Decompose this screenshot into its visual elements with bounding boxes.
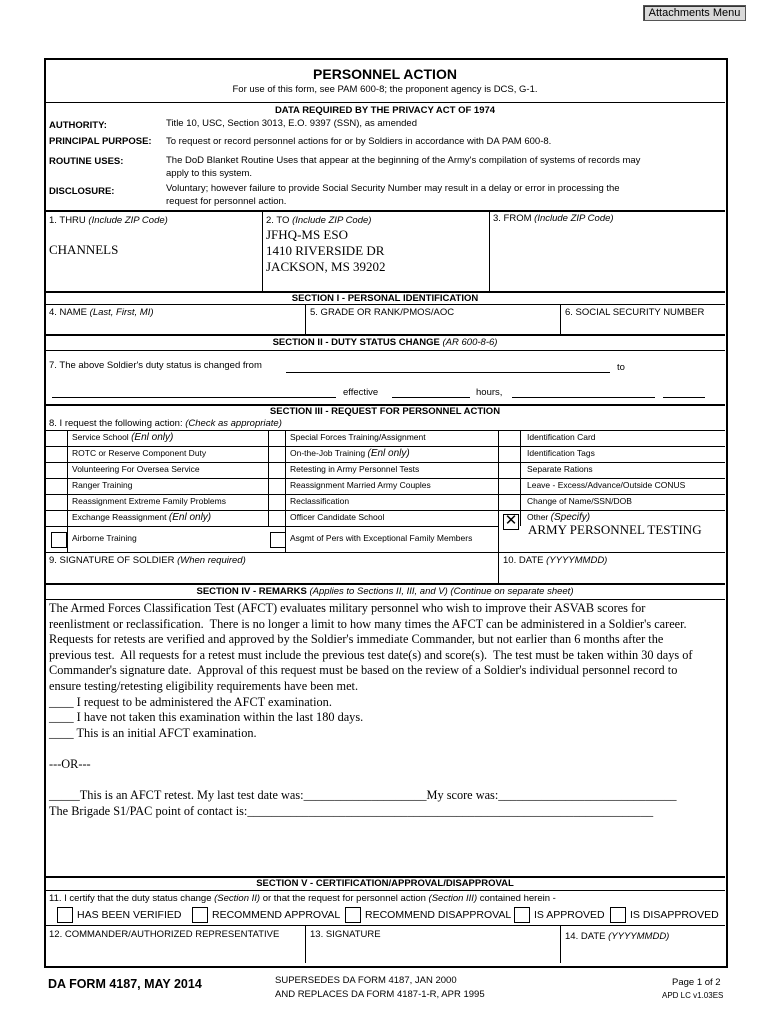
certification-option-label: RECOMMEND DISAPPROVAL	[365, 909, 512, 921]
remarks-line: previous test. All requests for a retest must include the previous test date(s) and score(s). The test must be taken within 30 days of	[49, 647, 693, 662]
certification-checkbox-1[interactable]	[192, 907, 208, 923]
checkbox-col3-3[interactable]	[499, 479, 519, 494]
checkbox-airborne-training[interactable]	[51, 532, 67, 548]
action-option-col2-3	[290, 480, 431, 490]
duty-to-line[interactable]	[52, 397, 336, 398]
item8-hint: (Check as appropriate)	[185, 418, 282, 429]
action-option-label: ROTC or Reserve Component Duty	[72, 448, 207, 458]
soldier-date-label	[503, 555, 607, 566]
action-option-col3-2	[527, 464, 593, 474]
section1-heading: SECTION I - PERSONAL IDENTIFICATION	[291, 293, 479, 304]
action-option-col2-0	[290, 432, 426, 442]
checkbox-col3-0[interactable]	[499, 431, 519, 446]
checkbox-col1-4[interactable]	[46, 495, 66, 510]
section3-heading: SECTION III - REQUEST FOR PERSONNEL ACTION	[269, 406, 501, 417]
effective-date-line[interactable]	[392, 397, 470, 398]
action-option-col2-2	[290, 464, 419, 474]
privacy-heading: DATA REQUIRED BY THE PRIVACY ACT OF 1974	[274, 105, 496, 116]
section4-heading	[44, 586, 726, 597]
checkbox-col2-1[interactable]	[269, 447, 284, 462]
checkbox-col2-4[interactable]	[269, 495, 284, 510]
remarks-line: The Armed Forces Classification Test (AFCT) evaluates military personnel who wish to improve their ASVAB scores for	[49, 601, 646, 615]
section5-heading: SECTION V - CERTIFICATION/APPROVAL/DISAPPROVAL	[256, 878, 514, 889]
thru-hint: (Include ZIP Code)	[88, 215, 168, 226]
soldier-signature-hint: (When required)	[177, 555, 246, 566]
action-option-col3-3	[527, 480, 685, 490]
action-option-label: Change of Name/SSN/DOB	[527, 496, 632, 506]
certification-option-label: IS DISAPPROVED	[630, 909, 719, 921]
thru-label	[49, 215, 168, 226]
action-option-label: Ranger Training	[72, 480, 133, 490]
action-option-label: Reassignment Married Army Couples	[290, 480, 431, 490]
attachments-menu-button[interactable]: Attachments Menu	[643, 5, 746, 21]
action-option-label: Exchange Reassignment	[72, 512, 167, 522]
section2-heading-ref: (AR 600-8-6)	[442, 337, 498, 348]
action-option-hint: (Specify)	[550, 512, 591, 523]
action-option-label: Identification Card	[527, 432, 596, 442]
action-option-label: Asgmt of Pers with Exceptional Family Members	[290, 533, 473, 543]
checkbox-col3-1[interactable]	[499, 447, 519, 462]
action-option-col3-4	[527, 496, 632, 506]
routine-text-2: apply to this system.	[166, 168, 253, 179]
certification-option-label: HAS BEEN VERIFIED	[77, 909, 182, 921]
supersedes-line-1: SUPERSEDES DA FORM 4187, JAN 2000	[275, 975, 457, 986]
action-option-label: Special Forces Training/Assignment	[290, 432, 426, 442]
thru-label-text: 1. THRU	[49, 215, 86, 226]
action-option-col3-1	[527, 448, 595, 458]
item11-part-c: or that the request for personnel action	[262, 893, 426, 904]
commander-date-label-text: 14. DATE	[565, 931, 606, 942]
item11-part-b: (Section II)	[214, 893, 261, 904]
to-line-1: JFHQ-MS ESO	[266, 227, 348, 242]
commander-date-label	[565, 931, 669, 942]
action-option-col2-4	[290, 496, 349, 506]
to-label	[266, 215, 371, 226]
checkbox-col1-1[interactable]	[46, 447, 66, 462]
to-label-text: 2. TO	[266, 215, 290, 226]
action-option-col3-0	[527, 432, 596, 442]
action-option-col1-0	[72, 432, 173, 443]
name-label	[49, 307, 154, 318]
remarks-line: ____ I have not taken this examination within the last 180 days.	[49, 710, 364, 725]
item11-part-a: 11. I certify that the duty status change	[49, 893, 212, 904]
thru-field[interactable]: CHANNELS	[49, 242, 119, 257]
remarks-line	[49, 741, 721, 757]
action-option-col1-6	[72, 533, 137, 543]
effective-word: effective	[343, 387, 379, 398]
action-option-label: Reclassification	[290, 496, 350, 506]
soldier-signature-label	[49, 555, 246, 566]
checkmark-x-icon: ✕	[504, 512, 518, 529]
form-id: DA FORM 4187, MAY 2014	[48, 977, 202, 991]
action-option-col2-5	[290, 512, 384, 522]
action-option-col1-3	[72, 480, 132, 490]
certification-option-label: IS APPROVED	[534, 909, 605, 921]
item8-text	[49, 418, 282, 429]
action-option-label: Separate Rations	[527, 464, 593, 474]
action-option-col1-5	[72, 512, 211, 523]
from-label-text: 3. FROM	[493, 213, 532, 224]
disclosure-text-2: request for personnel action.	[166, 196, 287, 207]
remarks-line: _____This is an AFCT retest. My last test date was:____________________My score was:_____________________________	[49, 788, 677, 803]
certification-checkbox-0[interactable]	[57, 907, 73, 923]
soldier-date-hint: (YYYYMMDD)	[546, 555, 608, 566]
disclosure-text-1: Voluntary; however failure to provide Social Security Number may result in a delay or error in processing the	[166, 183, 620, 194]
remarks-line: ____ I request to be administered the AFCT examination.	[49, 694, 332, 709]
checkbox-exceptional-family[interactable]	[270, 532, 286, 548]
checkbox-col2-0[interactable]	[269, 431, 284, 446]
soldier-signature-label-text: 9. SIGNATURE OF SOLDIER	[49, 555, 175, 566]
page-number: Page 1 of 2	[672, 977, 721, 988]
to-hint: (Include ZIP Code)	[292, 215, 372, 226]
remarks-line: reenlistment or reclassification. There is no longer a limit to how many times the AFCT can be administered in a Soldier's career.	[49, 616, 687, 631]
grade-label: 5. GRADE OR RANK/PMOS/AOC	[310, 307, 455, 318]
action-option-col1-1	[72, 448, 206, 458]
checkbox-col1-3[interactable]	[46, 479, 66, 494]
item11-part-e: contained herein -	[479, 893, 556, 904]
checkbox-col2-3[interactable]	[269, 479, 284, 494]
action-option-hint: (Enl only)	[367, 448, 410, 459]
version: APD LC v1.03ES	[662, 991, 724, 1000]
authority-text: Title 10, USC, Section 3013, E.O. 9397 (SSN), as amended	[166, 118, 417, 129]
section2-heading-text: SECTION II - DUTY STATUS CHANGE	[272, 337, 440, 348]
action-option-col2-6	[290, 533, 472, 543]
from-hint: (Include ZIP Code)	[534, 213, 614, 224]
action-option-col2-1	[290, 448, 410, 459]
commander-signature-label: 13. SIGNATURE	[310, 929, 381, 940]
remarks-line: ____ This is an initial AFCT examination.	[49, 725, 257, 740]
commander-date-hint: (YYYYMMDD)	[608, 931, 670, 942]
remarks-line: ensure testing/retesting eligibility requirements have been met.	[49, 678, 359, 693]
remarks-line: The Brigade S1/PAC point of contact is:__________________________________________________________________	[49, 803, 654, 818]
action-option-col1-2	[72, 464, 200, 474]
action-option-label: Reassignment Extreme Family Problems	[72, 496, 226, 506]
other-specify-value[interactable]: ARMY PERSONNEL TESTING	[528, 522, 702, 537]
checkbox-col1-2[interactable]	[46, 463, 66, 478]
certification-option-label: RECOMMEND APPROVAL	[212, 909, 341, 921]
routine-text-1: The DoD Blanket Routine Uses that appear at the beginning of the Army's compilation of systems of records may	[166, 155, 641, 166]
soldier-date-label-text: 10. DATE	[503, 555, 544, 566]
action-option-label: Retesting in Army Personnel Tests	[290, 464, 420, 474]
action-option-label: Officer Candidate School	[290, 512, 385, 522]
item11-part-d: (Section III)	[428, 893, 478, 904]
to-line-2: 1410 RIVERSIDE DR	[266, 243, 385, 258]
checkbox-col3-2[interactable]	[499, 463, 519, 478]
action-option-hint: (Enl only)	[131, 432, 174, 443]
extra-line[interactable]	[663, 397, 705, 398]
supersedes-line-2: AND REPLACES DA FORM 4187-1-R, APR 1995	[275, 989, 485, 1000]
section4-heading-note: (Applies to Sections II, III, and V) (Continue on separate sheet)	[309, 586, 574, 597]
from-label	[493, 213, 614, 224]
hours-word: hours,	[476, 387, 503, 398]
checkbox-col2-5[interactable]	[269, 511, 284, 526]
certification-checkbox-2[interactable]	[345, 907, 361, 923]
action-option-col1-4	[72, 496, 226, 506]
routine-label: ROUTINE USES:	[49, 156, 124, 167]
purpose-text: To request or record personnel actions for or by Soldiers in accordance with DA PAM 600-8.	[166, 136, 552, 147]
remarks-text[interactable]	[49, 601, 721, 819]
remarks-line: Requests for retests are verified and approved by the Soldier's immediate Commander, but not earlier than 6 months after the	[49, 632, 664, 647]
form-subtitle: For use of this form, see PAM 600-8; the proponent agency is DCS, G-1.	[232, 84, 538, 95]
checkbox-col1-0[interactable]	[46, 431, 66, 446]
to-line-3: JACKSON, MS 39202	[266, 259, 386, 274]
commander-label: 12. COMMANDER/AUTHORIZED REPRESENTATIVE	[49, 929, 280, 940]
remarks-line: ---OR---	[49, 756, 91, 771]
name-label-text: 4. NAME	[49, 307, 88, 318]
form-title: PERSONNEL ACTION	[313, 66, 457, 82]
checkbox-col3-4[interactable]	[499, 495, 519, 510]
from-field[interactable]	[492, 226, 722, 288]
hours-line[interactable]	[512, 397, 655, 398]
action-option-label: Service School	[72, 432, 129, 442]
action-option-label: On-the-Job Training	[290, 448, 366, 458]
purpose-label: PRINCIPAL PURPOSE:	[49, 136, 152, 147]
name-hint: (Last, First, MI)	[89, 307, 154, 318]
item8-label: 8. I request the following action:	[49, 418, 183, 429]
ssn-label: 6. SOCIAL SECURITY NUMBER	[565, 307, 705, 318]
to-word: to	[617, 362, 625, 373]
checkbox-col2-2[interactable]	[269, 463, 284, 478]
disclosure-label: DISCLOSURE:	[49, 186, 115, 197]
to-field[interactable]	[266, 227, 386, 275]
action-option-label: Airborne Training	[72, 533, 137, 543]
section2-heading	[44, 337, 726, 348]
action-option-label: Other	[527, 512, 549, 522]
remarks-line: Commander's signature date. Approval of this request must be based on the review of a Soldier's individual personnel record to	[49, 663, 678, 678]
remarks-line	[49, 773, 721, 789]
duty-from-line[interactable]	[286, 372, 610, 373]
action-option-hint: (Enl only)	[168, 512, 212, 523]
action-option-label: Volunteering For Oversea Service	[72, 464, 200, 474]
action-option-label: Leave - Excess/Advance/Outside CONUS	[527, 480, 686, 490]
item7-text: 7. The above Soldier's duty status is changed from	[49, 360, 262, 371]
item11-text	[49, 893, 556, 904]
authority-label: AUTHORITY:	[49, 120, 107, 131]
action-option-col3-5	[527, 512, 590, 523]
action-option-label: Identification Tags	[527, 448, 595, 458]
certification-checkbox-4[interactable]	[610, 907, 626, 923]
certification-checkbox-3[interactable]	[514, 907, 530, 923]
checkbox-col1-5[interactable]	[46, 511, 66, 526]
section4-heading-text: SECTION IV - REMARKS	[196, 586, 307, 597]
checkbox-other-specify[interactable]	[503, 514, 519, 530]
